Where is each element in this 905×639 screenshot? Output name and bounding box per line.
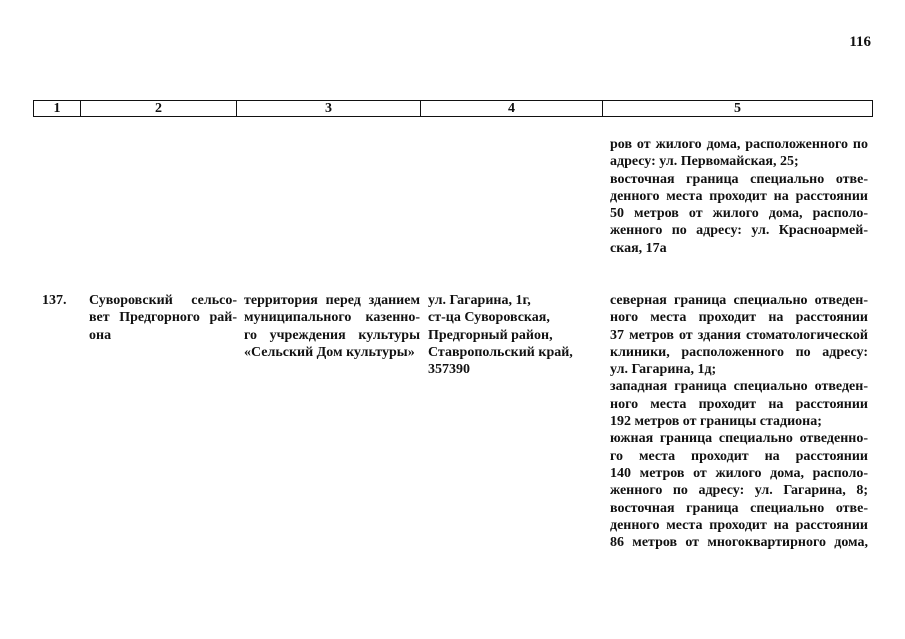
settlement-name (89, 292, 237, 344)
text-line: денного места проходит на расстоянии (610, 188, 868, 204)
text-line: восточная граница специально отве- (610, 500, 868, 516)
address (428, 292, 598, 378)
text-line: 357390 (428, 362, 470, 378)
text-line: южная граница специально отведенно- (610, 431, 868, 447)
column-header-row (34, 101, 873, 117)
text-line: ская, 17а (610, 240, 667, 256)
boundary-description (610, 292, 868, 551)
text-line: 37 метров от здания стоматологической (610, 327, 868, 343)
column-header-table (33, 100, 873, 117)
text-line: северная граница специально отведен- (610, 293, 868, 308)
text-line: женного по адресу: ул. Красноармей- (610, 223, 868, 239)
text-line: ул. Гагарина, 1г, (428, 293, 531, 308)
text-line: адресу: ул. Первомайская, 25; (610, 154, 799, 170)
text-line: 50 метров от жилого дома, располо- (610, 206, 868, 222)
text-line: «Сельский Дом культуры» (244, 344, 415, 360)
header-col-5: 5 (603, 101, 873, 117)
text-line: восточная граница специально отве- (610, 171, 868, 187)
territory-description (244, 292, 420, 361)
text-line: Ставропольский край, (428, 344, 573, 360)
text-line: женного по адресу: ул. Гагарина, 8; (610, 483, 868, 499)
text-line: ул. Гагарина, 1д; (610, 362, 717, 378)
text-line: ров от жилого дома, расположенного по (610, 137, 868, 152)
header-col-1: 1 (34, 101, 81, 117)
page-number: 116 (849, 34, 871, 50)
text-line: ного места проходит на расстоянии (610, 310, 868, 326)
text-line: денного места проходит на расстоянии (610, 517, 868, 533)
text-line: го учреждения культуры (244, 327, 420, 343)
text-line: вет Предгорного рай- (89, 310, 237, 326)
text-line: западная граница специально отведен- (610, 379, 868, 395)
text-line: она (89, 327, 112, 343)
text-line: ного места проходит на расстоянии (610, 396, 868, 412)
header-col-4: 4 (421, 101, 603, 117)
text-line: территория перед зданием (244, 293, 420, 308)
text-line: 86 метров от многоквартирного дома, (610, 535, 868, 551)
text-line: го места проходит на расстоянии (610, 448, 868, 464)
row-number: 137. (42, 293, 67, 308)
header-col-3: 3 (237, 101, 421, 117)
text-line: ст-ца Суворовская, (428, 310, 550, 326)
text-line: Суворовский сельсо- (89, 293, 237, 308)
text-line: 140 метров от жилого дома, располо- (610, 465, 868, 481)
text-line: муниципального казенно- (244, 310, 420, 326)
text-line: клиники, расположенного по адресу: (610, 344, 868, 360)
continuation-boundary-text (610, 136, 868, 257)
header-col-2: 2 (81, 101, 237, 117)
text-line: Предгорный район, (428, 327, 553, 343)
text-line: 192 метров от границы стадиона; (610, 414, 822, 430)
